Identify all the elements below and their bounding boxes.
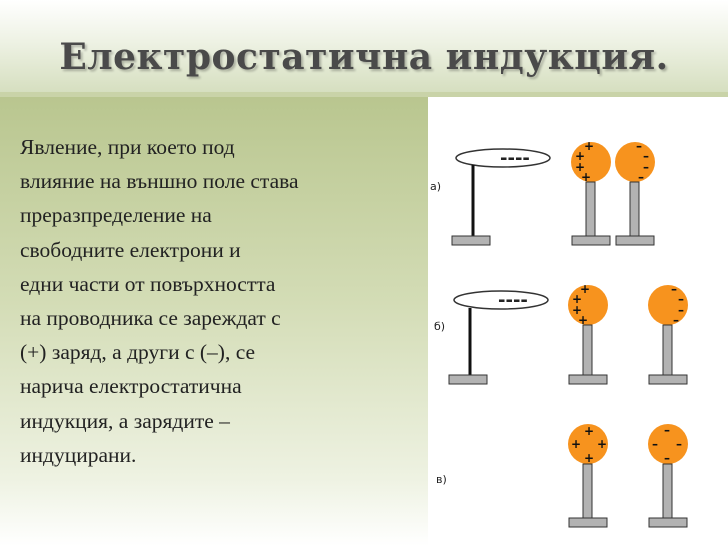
charge-plus: + <box>581 170 592 184</box>
right-base-a <box>616 236 654 245</box>
charge-minus: – <box>664 423 670 437</box>
charge-minus: – <box>673 313 679 327</box>
left-stand-c <box>583 464 592 518</box>
charge-plus: + <box>584 139 595 153</box>
charge-plus: + <box>580 282 591 296</box>
charge-plus: + <box>571 437 582 451</box>
charge-minus: – <box>643 149 649 163</box>
right-sphere-a <box>615 142 655 182</box>
charge-plus: + <box>578 313 589 327</box>
definition-text: Явление, при което под влияние на външно поле става преразпределение на свободните електрони и едни части от повърхността на проводника се зареждат с (+) заряд, а други с (–), се нарича електростатична индукция, а зарядите – индуцирани. <box>20 135 299 467</box>
left-stand-b <box>583 325 592 375</box>
rod-base-a <box>452 236 490 245</box>
rod-base-b <box>449 375 487 384</box>
left-base-b <box>569 375 607 384</box>
right-stand-b <box>663 325 672 375</box>
charge-minus: – <box>678 292 684 306</box>
rod-charge-a: ---- <box>500 148 530 169</box>
panel-a <box>430 139 655 245</box>
right-base-c <box>649 518 687 527</box>
charge-minus: – <box>636 139 642 153</box>
charge-minus: – <box>671 282 677 296</box>
charge-minus: – <box>652 437 658 451</box>
charge-plus: + <box>575 160 586 174</box>
panel-c <box>436 423 688 527</box>
left-base-a <box>572 236 610 245</box>
induction-diagram <box>428 110 728 546</box>
charge-plus: + <box>597 437 608 451</box>
charge-minus: – <box>678 303 684 317</box>
right-base-b <box>649 375 687 384</box>
charge-minus: – <box>664 451 670 465</box>
right-stand-c <box>663 464 672 518</box>
charge-minus: – <box>638 170 644 184</box>
charge-minus: – <box>643 160 649 174</box>
charge-plus: + <box>572 292 583 306</box>
rod-charge-b: ---- <box>498 290 528 311</box>
right-stand-a <box>630 182 639 236</box>
charge-plus: + <box>575 149 586 163</box>
charge-plus: + <box>584 451 595 465</box>
left-base-c <box>569 518 607 527</box>
charge-minus: – <box>676 437 682 451</box>
panel-label-a: а) <box>430 180 442 193</box>
panel-b <box>434 282 688 384</box>
slide-title: Електростатична индукция. <box>59 36 669 78</box>
charge-plus: + <box>572 303 583 317</box>
left-stand-a <box>586 182 595 236</box>
charge-plus: + <box>584 424 595 438</box>
panel-label-c: в) <box>436 473 447 486</box>
panel-label-b: б) <box>434 320 446 333</box>
